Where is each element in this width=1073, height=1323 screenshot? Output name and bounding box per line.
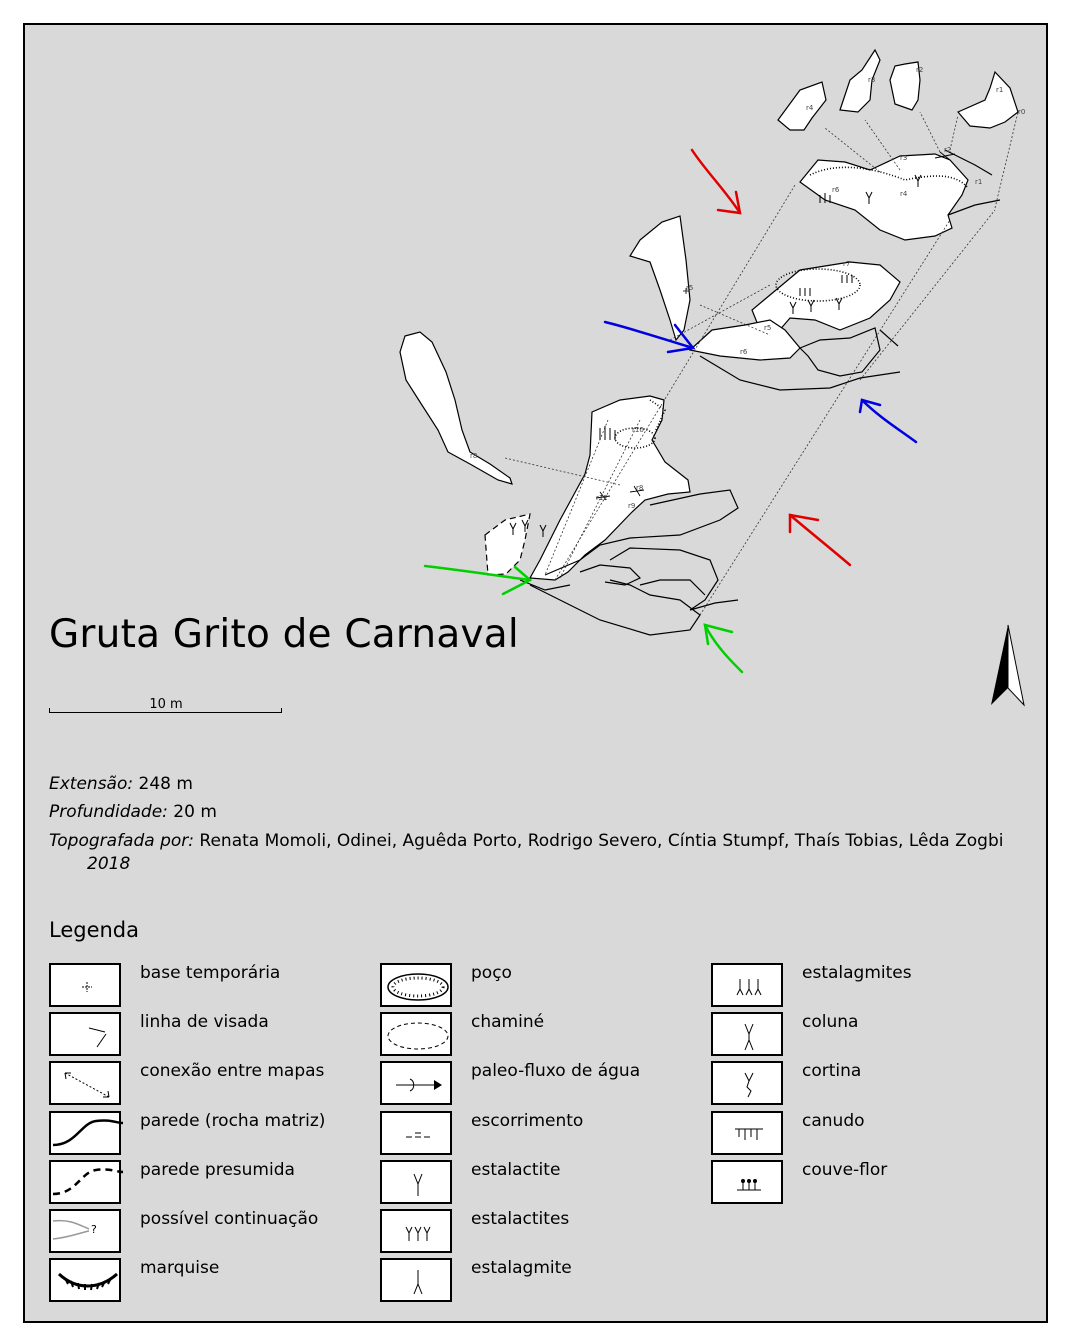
svg-text:r9: r9 — [628, 502, 636, 510]
legend-title: Legenda — [49, 918, 140, 942]
legend-icon-canudo — [711, 1111, 783, 1155]
cave-chamber-middle — [752, 262, 900, 332]
cave-section-r8 — [400, 332, 512, 484]
svg-text:r1: r1 — [996, 86, 1004, 94]
north-arrow-icon — [991, 625, 1024, 705]
map-title: Gruta Grito de Carnaval — [49, 612, 519, 657]
legend-icon-paleo-fluxo — [380, 1061, 452, 1105]
cave-section-r1 — [958, 72, 1018, 128]
legend-icon-parede — [49, 1111, 121, 1155]
svg-text:?: ? — [91, 1223, 97, 1236]
legend-label: estalactite — [471, 1160, 561, 1180]
legend-label: canudo — [802, 1111, 865, 1131]
legend-label: estalagmite — [471, 1258, 572, 1278]
legend-label: paleo-fluxo de água — [471, 1061, 641, 1081]
info-profundidade — [49, 802, 217, 822]
legend-icon-conexao — [49, 1061, 121, 1105]
svg-text:r7: r7 — [843, 260, 851, 268]
legend-label: coluna — [802, 1012, 859, 1032]
topografada-label: Topografada por: — [49, 831, 194, 851]
svg-text:r12: r12 — [596, 494, 608, 502]
legend-label: conexão entre mapas — [140, 1061, 325, 1081]
svg-text:r8: r8 — [470, 452, 478, 460]
legend-label: marquise — [140, 1258, 220, 1278]
legend-icon-chamine — [380, 1012, 452, 1056]
year: 2018 — [87, 854, 131, 874]
legend-icon-escorrimento — [380, 1111, 452, 1155]
legend-icon-marquise — [49, 1258, 121, 1302]
legend-label: possível continuação — [140, 1209, 319, 1229]
legend-icon-cortina — [711, 1061, 783, 1105]
legend-icon-couve-flor — [711, 1160, 783, 1204]
legend-label: chaminé — [471, 1012, 545, 1032]
legend-icon-possivel-continuacao — [49, 1209, 121, 1253]
legend-icon-base-temporaria — [49, 963, 121, 1007]
legend-icon-poco — [380, 963, 452, 1007]
cave-section-r4 — [778, 82, 826, 130]
red-arrow-top — [692, 150, 740, 213]
legend-label: estalagmites — [802, 963, 912, 983]
info-year — [87, 854, 130, 874]
topografada-value: Renata Momoli, Odinei, Aguêda Porto, Rodrigo Severo, Cíntia Stumpf, Thaís Tobias, Lêda Zogbi — [199, 831, 1004, 851]
cave-chamber-lower — [530, 396, 690, 580]
info-topografada — [49, 831, 1024, 851]
blue-arrow-bottom — [862, 400, 916, 442]
green-arrow-bottom — [705, 625, 742, 672]
svg-text:r6: r6 — [740, 348, 748, 356]
cave-section-r5 — [630, 216, 690, 340]
svg-text:r3: r3 — [900, 154, 908, 162]
legend-label: base temporária — [140, 963, 281, 983]
info-extensao — [49, 774, 193, 794]
legend-icon-estalactite — [380, 1160, 452, 1204]
legend-label: cortina — [802, 1061, 862, 1081]
svg-text:r2: r2 — [916, 66, 924, 74]
svg-text:r10: r10 — [632, 426, 644, 434]
profundidade-label: Profundidade: — [49, 802, 168, 822]
red-arrow-bottom — [790, 515, 850, 565]
svg-text:r5: r5 — [686, 284, 694, 292]
legend-label: parede (rocha matriz) — [140, 1111, 326, 1131]
svg-text:r2: r2 — [944, 146, 952, 154]
legend-label: poço — [471, 963, 512, 983]
legend-icon-coluna — [711, 1012, 783, 1056]
svg-text:r6: r6 — [832, 186, 840, 194]
profundidade-value: 20 m — [173, 802, 217, 822]
scale-bar — [49, 697, 283, 714]
svg-text:r0: r0 — [1018, 108, 1026, 116]
legend-label: linha de visada — [140, 1012, 269, 1032]
svg-text:r4: r4 — [900, 190, 908, 198]
scale-label: 10 m — [149, 697, 183, 712]
extensao-label: Extensão: — [49, 774, 134, 794]
legend-icon-estalagmites — [711, 963, 783, 1007]
legend-icon-estalactites — [380, 1209, 452, 1253]
svg-text:r8: r8 — [636, 484, 644, 492]
svg-text:r1: r1 — [975, 178, 983, 186]
legend-label: escorrimento — [471, 1111, 584, 1131]
legend-icon-estalagmite — [380, 1258, 452, 1302]
legend-label: estalactites — [471, 1209, 570, 1229]
scale-line — [49, 708, 282, 713]
legend-label: parede presumida — [140, 1160, 295, 1180]
legend-label: couve-flor — [802, 1160, 888, 1180]
svg-text:r5: r5 — [764, 324, 772, 332]
legend-icon-parede-presumida — [49, 1160, 121, 1204]
green-arrow-left — [425, 566, 530, 580]
legend-icon-linha-de-visada — [49, 1012, 121, 1056]
svg-text:r3: r3 — [868, 76, 876, 84]
extensao-value: 248 m — [138, 774, 193, 794]
svg-text:r4: r4 — [806, 104, 814, 112]
